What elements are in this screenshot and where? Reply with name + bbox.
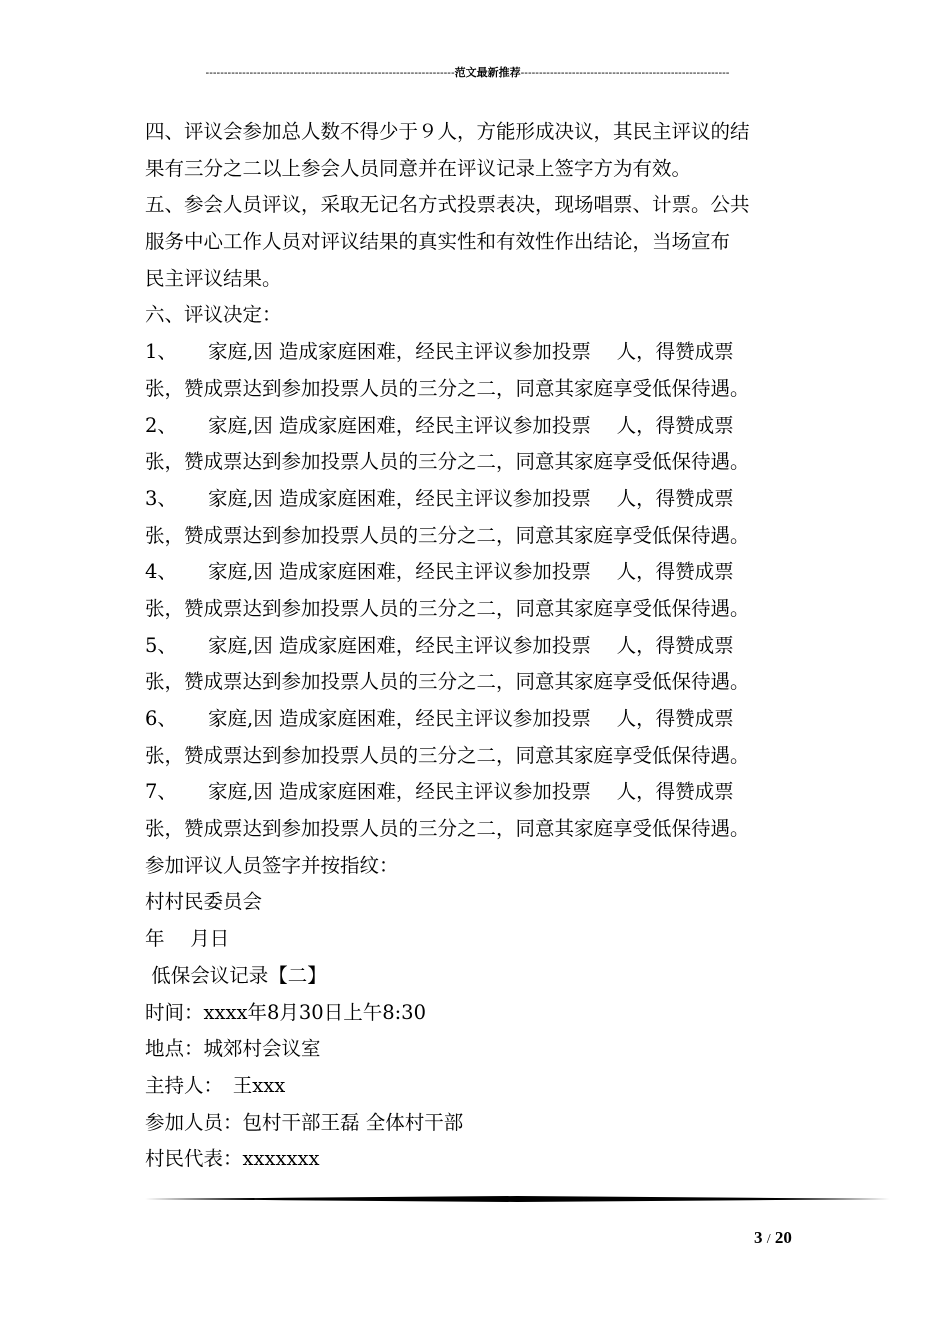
body-line: 服务中心工作人员对评议结果的真实性和有效性作出结论，当场宣布 xyxy=(145,230,731,254)
page-total: 20 xyxy=(774,1228,792,1247)
decision-continuation: 张，赞成票达到参加投票人员的三分之二，同意其家庭享受低保待遇。 xyxy=(145,450,750,474)
page-header xyxy=(145,66,790,80)
page-current: 3 xyxy=(754,1228,763,1247)
signature-instruction: 参加评议人员签字并按指纹： xyxy=(145,853,399,877)
header-title: 范文最新推荐 xyxy=(454,67,521,79)
decision-number: 6、 xyxy=(145,707,177,730)
decision-number: 1、 xyxy=(145,340,177,364)
decision-item xyxy=(145,701,835,738)
meeting-time: 时间：xxxx年8月30日上午8:30 xyxy=(145,1000,426,1024)
header-dashes-right: --------------------------------------------------------- xyxy=(520,67,730,79)
decision-item xyxy=(145,554,835,591)
decision-item xyxy=(145,628,835,665)
decision-item xyxy=(145,481,835,518)
body-line: 果有三分之二以上参会人员同意并在评议记录上签字方为有效。 xyxy=(145,156,692,180)
decision-item xyxy=(145,408,835,445)
meeting-attendees: 参加人员：包村干部王磊 全体村干部 xyxy=(145,1110,464,1134)
date-line: 年 月日 xyxy=(145,927,230,951)
decision-text: 家庭,因 造成家庭困难，经民主评议参加投票 人，得赞成票 xyxy=(208,413,734,437)
decision-number: 3、 xyxy=(145,486,177,510)
body-line: 六、评议决定： xyxy=(145,303,282,327)
decision-item xyxy=(145,334,835,371)
body-line: 四、评议会参加总人数不得少于９人，方能形成决议，其民主评议的结 xyxy=(145,120,750,143)
decision-text: 家庭,因 造成家庭困难，经民主评议参加投票 人，得赞成票 xyxy=(208,560,734,584)
page-separator: / xyxy=(766,1232,771,1247)
header-dashes-left: -------------------------------------------------------------------- xyxy=(205,67,455,79)
decision-continuation: 张，赞成票达到参加投票人员的三分之二，同意其家庭享受低保待遇。 xyxy=(145,670,750,694)
decision-continuation: 张，赞成票达到参加投票人员的三分之二，同意其家庭享受低保待遇。 xyxy=(145,376,750,400)
body-line: 民主评议结果。 xyxy=(145,266,282,290)
decision-text: 家庭,因 造成家庭困难，经民主评议参加投票 人，得赞成票 xyxy=(208,780,734,804)
meeting-location: 地点：城郊村会议室 xyxy=(145,1037,321,1061)
meeting-host: 主持人： 王xxx xyxy=(145,1073,286,1097)
page-number xyxy=(754,1227,792,1251)
villager-representatives: 村民代表：xxxxxxx xyxy=(145,1147,320,1171)
decision-item xyxy=(145,774,835,811)
decision-number: 5、 xyxy=(145,633,177,657)
decision-text: 家庭,因 造成家庭困难，经民主评议参加投票 人，得赞成票 xyxy=(208,486,734,510)
footer-divider xyxy=(145,1196,890,1202)
committee-name: 村村民委员会 xyxy=(145,890,263,914)
decision-continuation: 张，赞成票达到参加投票人员的三分之二，同意其家庭享受低保待遇。 xyxy=(145,817,750,841)
decision-continuation: 张，赞成票达到参加投票人员的三分之二，同意其家庭享受低保待遇。 xyxy=(145,596,750,620)
decision-continuation: 张，赞成票达到参加投票人员的三分之二，同意其家庭享受低保待遇。 xyxy=(145,523,750,547)
decision-continuation: 张，赞成票达到参加投票人员的三分之二，同意其家庭享受低保待遇。 xyxy=(145,743,750,767)
decision-number: 4、 xyxy=(145,560,177,584)
body-line: 五、参会人员评议，采取无记名方式投票表决，现场唱票、计票。公共 xyxy=(145,193,750,217)
decision-number: 7、 xyxy=(145,780,177,804)
decision-text: 家庭,因 造成家庭困难，经民主评议参加投票 人，得赞成票 xyxy=(208,340,734,364)
decision-number: 2、 xyxy=(145,413,177,437)
section-title: 低保会议记录【二】 xyxy=(145,963,327,987)
decision-text: 家庭,因 造成家庭困难，经民主评议参加投票 人，得赞成票 xyxy=(208,633,734,657)
document-body xyxy=(145,114,835,1178)
decision-text: 家庭,因 造成家庭困难，经民主评议参加投票 人，得赞成票 xyxy=(208,707,734,730)
